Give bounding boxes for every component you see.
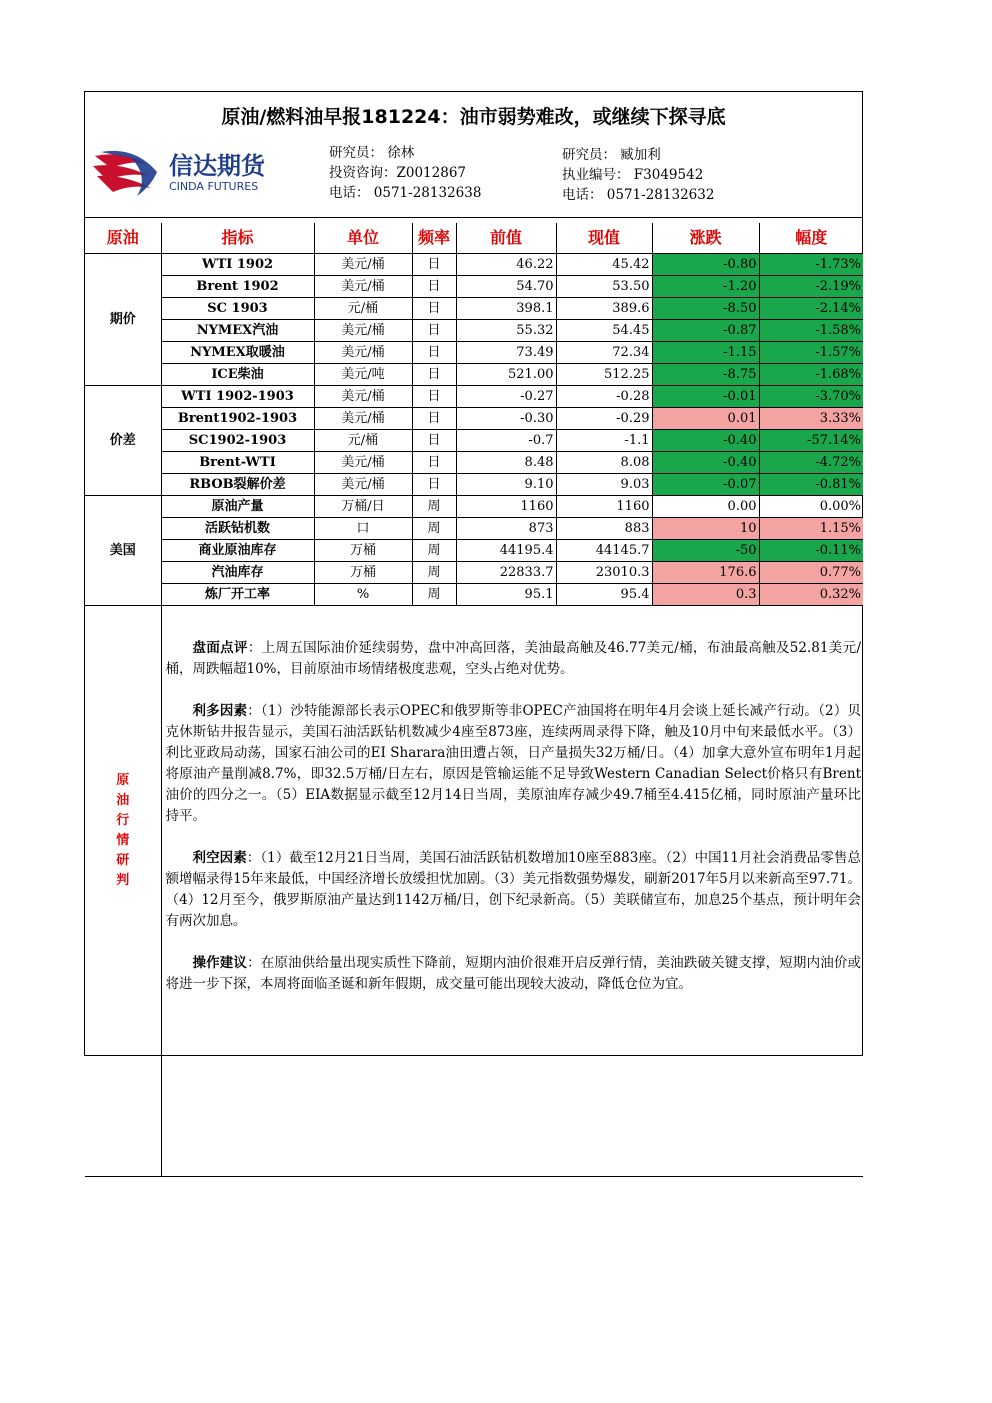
researcher-name: 研究员： 臧加利	[562, 147, 661, 163]
current-value: 512.25	[556, 364, 652, 386]
indicator-name: Brent1902-1903	[161, 408, 314, 430]
frequency-cell: 日	[412, 386, 456, 408]
unit-cell: 元/桶	[314, 298, 412, 320]
indicator-name: SC1902-1903	[161, 430, 314, 452]
change-percent: 3.33%	[759, 408, 863, 430]
unit-cell: %	[314, 584, 412, 606]
unit-cell: 美元/桶	[314, 452, 412, 474]
indicator-name: NYMEX取暖油	[161, 342, 314, 364]
analysis-paragraph	[166, 848, 862, 932]
indicator-name: 汽油库存	[161, 562, 314, 584]
previous-value: 9.10	[456, 474, 556, 496]
analysis-label-char: 行	[116, 813, 130, 828]
researcher-phone: 电话： 0571-28132632	[562, 187, 715, 203]
table-row	[85, 364, 863, 386]
frequency-cell: 日	[412, 430, 456, 452]
previous-value: 873	[456, 518, 556, 540]
table-row	[85, 562, 863, 584]
table-row	[85, 298, 863, 320]
analysis-paragraph	[166, 701, 862, 827]
frequency-cell: 日	[412, 276, 456, 298]
previous-value: 398.1	[456, 298, 556, 320]
unit-cell: 美元/桶	[314, 386, 412, 408]
indicator-name: NYMEX汽油	[161, 320, 314, 342]
researcher-license: 投资咨询：Z0012867	[329, 165, 467, 181]
header-divider	[85, 217, 862, 218]
researcher-license: 执业编号： F3049542	[562, 167, 704, 183]
previous-value: 46.22	[456, 254, 556, 276]
change-percent: -4.72%	[759, 452, 863, 474]
indicator-name: 活跃钻机数	[161, 518, 314, 540]
current-value: 389.6	[556, 298, 652, 320]
previous-value: 521.00	[456, 364, 556, 386]
change-percent: -1.68%	[759, 364, 863, 386]
current-value: 23010.3	[556, 562, 652, 584]
current-value: 53.50	[556, 276, 652, 298]
table-row	[85, 518, 863, 540]
analysis-label-char: 油	[116, 793, 130, 808]
report-title: 原油/燃料油早报181224：油市弱势难改，或继续下探寻底	[221, 106, 726, 128]
paragraph-heading: 操作建议	[192, 955, 248, 971]
indicator-name: ICE柴油	[161, 364, 314, 386]
header-cell: 涨跌	[652, 223, 759, 254]
frequency-cell: 周	[412, 584, 456, 606]
previous-value: 44195.4	[456, 540, 556, 562]
market-data-table	[85, 223, 863, 1177]
change-percent: 0.00%	[759, 496, 863, 518]
group-label: 期价	[85, 254, 161, 386]
unit-cell: 万桶/日	[314, 496, 412, 518]
change-value: -0.01	[652, 386, 759, 408]
current-value: -1.1	[556, 430, 652, 452]
report-page	[84, 91, 863, 1056]
previous-value: 95.1	[456, 584, 556, 606]
change-value: -50	[652, 540, 759, 562]
svg-text:信达期货: 信达期货	[169, 152, 265, 180]
group-label: 价差	[85, 386, 161, 496]
previous-value: -0.30	[456, 408, 556, 430]
analysis-body	[161, 606, 863, 1177]
table-row	[85, 474, 863, 496]
header-cell: 频率	[412, 223, 456, 254]
indicator-name: WTI 1902	[161, 254, 314, 276]
previous-value: 54.70	[456, 276, 556, 298]
unit-cell: 美元/桶	[314, 276, 412, 298]
indicator-name: Brent-WTI	[161, 452, 314, 474]
previous-value: 55.32	[456, 320, 556, 342]
analysis-paragraph	[166, 953, 862, 995]
analysis-label	[85, 606, 161, 1177]
change-percent: -1.73%	[759, 254, 863, 276]
change-value: -0.87	[652, 320, 759, 342]
analysis-label-char: 判	[116, 873, 130, 888]
table-row	[85, 254, 863, 276]
previous-value: -0.27	[456, 386, 556, 408]
change-percent: 1.15%	[759, 518, 863, 540]
header-cell: 幅度	[759, 223, 863, 254]
table-header-row	[85, 223, 863, 254]
table-row	[85, 276, 863, 298]
table-row	[85, 430, 863, 452]
current-value: 72.34	[556, 342, 652, 364]
unit-cell: 元/桶	[314, 430, 412, 452]
previous-value: 1160	[456, 496, 556, 518]
table-row	[85, 584, 863, 606]
frequency-cell: 日	[412, 254, 456, 276]
indicator-name: SC 1903	[161, 298, 314, 320]
change-value: 0.3	[652, 584, 759, 606]
paragraph-heading: 利多因素	[192, 703, 248, 719]
change-value: 10	[652, 518, 759, 540]
researcher-1-info	[329, 143, 481, 203]
header-cell: 指标	[161, 223, 314, 254]
header-cell: 单位	[314, 223, 412, 254]
unit-cell: 美元/桶	[314, 320, 412, 342]
current-value: 95.4	[556, 584, 652, 606]
indicator-name: RBOB裂解价差	[161, 474, 314, 496]
current-value: 44145.7	[556, 540, 652, 562]
change-value: 0.01	[652, 408, 759, 430]
unit-cell: 万桶	[314, 562, 412, 584]
previous-value: 73.49	[456, 342, 556, 364]
change-percent: -3.70%	[759, 386, 863, 408]
change-value: 0.00	[652, 496, 759, 518]
paragraph-text: ：（1）截至12月21日当周，美国石油活跃钻机数增加10座至883座。（2）中国11月社会消费品零售总额增幅录得15年来最低，中国经济增长放缓担忧加剧。（3）美元指数强势爆发，刷新2017年5月以来新高至97.71。（4）12月至今，俄罗斯原油产量达到1142万桶/日，创下纪录新高。（5）美联储宣布，加息25个基点，预计明年会有两次加息。	[165, 850, 861, 929]
frequency-cell: 日	[412, 342, 456, 364]
table-row	[85, 452, 863, 474]
current-value: -0.29	[556, 408, 652, 430]
svg-text:CINDA FUTURES: CINDA FUTURES	[169, 180, 259, 193]
previous-value: -0.7	[456, 430, 556, 452]
frequency-cell: 日	[412, 320, 456, 342]
unit-cell: 美元/吨	[314, 364, 412, 386]
indicator-name: 炼厂开工率	[161, 584, 314, 606]
current-value: 54.45	[556, 320, 652, 342]
previous-value: 22833.7	[456, 562, 556, 584]
table-row	[85, 496, 863, 518]
change-percent: -2.19%	[759, 276, 863, 298]
previous-value: 8.48	[456, 452, 556, 474]
change-value: -8.50	[652, 298, 759, 320]
paragraph-text: ：在原油供给量出现实质性下降前，短期内油价很难开启反弹行情，美油跌破关键支撑，短期内油价或将进一步下探，本周将面临圣诞和新年假期，成交量可能出现较大波动，降低仓位为宜。	[165, 955, 862, 992]
unit-cell: 口	[314, 518, 412, 540]
change-value: -0.40	[652, 452, 759, 474]
current-value: 883	[556, 518, 652, 540]
change-percent: -2.14%	[759, 298, 863, 320]
unit-cell: 美元/桶	[314, 254, 412, 276]
unit-cell: 美元/桶	[314, 408, 412, 430]
indicator-name: Brent 1902	[161, 276, 314, 298]
analysis-paragraph	[166, 638, 862, 680]
unit-cell: 美元/桶	[314, 474, 412, 496]
table-row	[85, 408, 863, 430]
change-percent: -1.58%	[759, 320, 863, 342]
analysis-label-char: 情	[116, 833, 130, 848]
frequency-cell: 周	[412, 562, 456, 584]
frequency-cell: 日	[412, 474, 456, 496]
change-percent: -0.81%	[759, 474, 863, 496]
table-row	[85, 540, 863, 562]
indicator-name: 商业原油库存	[161, 540, 314, 562]
frequency-cell: 日	[412, 298, 456, 320]
analysis-label-char: 原	[116, 773, 130, 788]
change-value: -0.07	[652, 474, 759, 496]
logo-swoosh-icon	[91, 146, 291, 198]
current-value: 9.03	[556, 474, 652, 496]
frequency-cell: 周	[412, 496, 456, 518]
change-percent: 0.32%	[759, 584, 863, 606]
analysis-label-char: 研	[116, 853, 130, 868]
change-value: -0.80	[652, 254, 759, 276]
frequency-cell: 周	[412, 518, 456, 540]
change-value: -1.15	[652, 342, 759, 364]
current-value: 8.08	[556, 452, 652, 474]
current-value: -0.28	[556, 386, 652, 408]
change-percent: -57.14%	[759, 430, 863, 452]
paragraph-text: ：上周五国际油价延续弱势，盘中冲高回落，美油最高触及46.77美元/桶，布油最高触及52.81美元/桶，周跌幅超10%，目前原油市场情绪极度悲观，空头占绝对优势。	[165, 640, 861, 677]
paragraph-heading: 盘面点评	[192, 640, 248, 656]
indicator-name: 原油产量	[161, 496, 314, 518]
current-value: 45.42	[556, 254, 652, 276]
researcher-2-info	[562, 145, 714, 205]
change-percent: -1.57%	[759, 342, 863, 364]
paragraph-text: ：（1）沙特能源部长表示OPEC和俄罗斯等非OPEC产油国将在明年4月会谈上延长减产行动。（2）贝克休斯钻井报告显示，美国石油活跃钻机数减少4座至873座，连续两周录得下降，触及10月中旬来最低水平。（3）利比亚政局动荡，国家石油公司的EI Sharara油田遭占领，日产量损失32万桶/日。（4）加拿大意外宣布明年1月起将原油产量削减8.7%，即32.5万桶/日左右，原因是管输运能不足导致Western Canadian Select价格只有Brent油价的四分之一。（5）EIA数据显示截至12月14日当周，美原油库存减少49.7桶至4.415亿桶，同时原油产量环比持平。	[165, 703, 862, 824]
change-value: -0.40	[652, 430, 759, 452]
table-row	[85, 342, 863, 364]
frequency-cell: 日	[412, 452, 456, 474]
header-cell: 原油	[85, 223, 161, 254]
paragraph-heading: 利空因素	[192, 850, 247, 866]
frequency-cell: 日	[412, 408, 456, 430]
researcher-name: 研究员： 徐林	[329, 145, 415, 161]
frequency-cell: 日	[412, 364, 456, 386]
change-value: -1.20	[652, 276, 759, 298]
indicator-name: WTI 1902-1903	[161, 386, 314, 408]
group-label: 美国	[85, 496, 161, 606]
analysis-row	[85, 606, 863, 1177]
change-percent: 0.77%	[759, 562, 863, 584]
header-cell: 前值	[456, 223, 556, 254]
cinda-futures-logo	[91, 146, 291, 198]
table-row	[85, 386, 863, 408]
change-value: 176.6	[652, 562, 759, 584]
change-value: -8.75	[652, 364, 759, 386]
change-percent: -0.11%	[759, 540, 863, 562]
table-row	[85, 320, 863, 342]
researcher-phone: 电话： 0571-28132638	[329, 185, 482, 201]
current-value: 1160	[556, 496, 652, 518]
unit-cell: 万桶	[314, 540, 412, 562]
unit-cell: 美元/桶	[314, 342, 412, 364]
frequency-cell: 周	[412, 540, 456, 562]
header-cell: 现值	[556, 223, 652, 254]
